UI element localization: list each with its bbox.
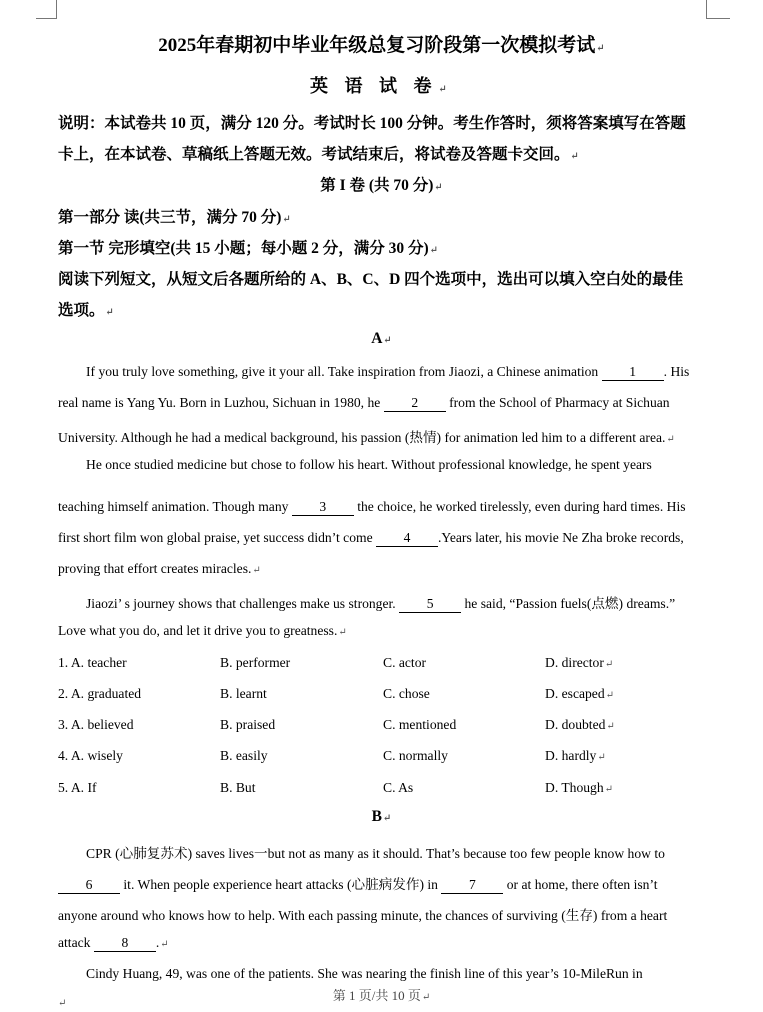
option-5d: D. Though↵ xyxy=(545,780,614,795)
passage-b-line-5: Cindy Huang, 49, was one of the patients. She was nearing the finish line of this year’s 10-MileRun in xyxy=(86,966,643,981)
option-5a: 5. A. If xyxy=(58,780,97,795)
option-4c: C. normally xyxy=(383,748,448,763)
blank-8: 8 xyxy=(94,936,156,952)
volume-heading: 第 I 卷 (共 70 分)↵ xyxy=(320,177,443,194)
blank-1: 1 xyxy=(602,365,664,381)
trailing-return-mark: ↵ xyxy=(58,998,67,1009)
blank-7: 7 xyxy=(441,878,503,894)
option-3b: B. praised xyxy=(220,717,276,732)
crop-mark-left xyxy=(56,0,57,18)
option-2d: D. escaped↵ xyxy=(545,686,615,701)
passage-a-line-1: If you truly love something, give it your all. Take inspiration from Jiaozi, a Chinese animation 1 . His xyxy=(86,364,690,379)
passage-b-label: B↵ xyxy=(371,808,392,825)
crop-mark-left-h xyxy=(36,18,57,19)
blank-5: 5 xyxy=(399,597,461,613)
passage-b-line-4: attack 8 .↵ xyxy=(58,935,169,950)
blank-3: 3 xyxy=(292,500,354,516)
option-2a: 2. A. graduated xyxy=(58,686,142,701)
passage-a-line-2: real name is Yang Yu. Born in Luzhou, Sichuan in 1980, he 2 from the School of Pharmacy at Sichuan xyxy=(58,395,670,410)
crop-mark-right xyxy=(706,0,707,18)
option-4b: B. easily xyxy=(220,748,268,763)
passage-a-line-6: first short film won global praise, yet success didn’t come 4 .Years later, his movie Ne Zha broke records, xyxy=(58,530,684,545)
directions-line-2: 选项。↵ xyxy=(58,302,114,319)
option-1c: C. actor xyxy=(383,655,427,670)
passage-a-line-5: teaching himself animation. Though many 3 the choice, he worked tirelessly, even during hard times. His xyxy=(58,499,686,514)
passage-b-line-3: anyone around who knows how to help. With each passing minute, the chances of surviving (生存) from a heart xyxy=(58,908,668,923)
option-5b: B. But xyxy=(220,780,256,795)
option-3a: 3. A. believed xyxy=(58,717,134,732)
directions-line-1: 阅读下列短文，从短文后各题所给的 A、B、C、D 四个选项中，选出可以填入空白处的最佳 xyxy=(58,271,684,288)
passage-a-line-7: proving that effort creates miracles.↵ xyxy=(58,561,261,576)
passage-a-label: A↵ xyxy=(371,330,392,347)
option-1a: 1. A. teacher xyxy=(58,655,127,670)
option-1b: B. performer xyxy=(220,655,291,670)
blank-6: 6 xyxy=(58,878,120,894)
notice-line-1: 说明：本试卷共 10 页，满分 120 分。考试时长 100 分钟。考生作答时，须将答案填写在答题 xyxy=(58,115,686,132)
passage-a-line-3: University. Although he had a medical background, his passion (热情) for animation led him to a different area.↵ xyxy=(58,430,675,445)
blank-2: 2 xyxy=(384,396,446,412)
part-heading: 第一部分 读(共三节，满分 70 分)↵ xyxy=(58,209,291,226)
option-4d: D. hardly↵ xyxy=(545,748,606,763)
option-3d: D. doubted↵ xyxy=(545,717,615,732)
option-1d: D. director↵ xyxy=(545,655,614,670)
passage-b-line-2: 6 it. When people experience heart attacks (心脏病发作) in 7 or at home, there often isn’t xyxy=(58,873,658,894)
option-5c: C. As xyxy=(383,780,414,795)
passage-a-line-8: Jiaozi’ s journey shows that challenges make us stronger. 5 he said, “Passion fuels(点燃) dreams.” xyxy=(86,596,676,611)
option-2c: C. chose xyxy=(383,686,430,701)
passage-b-line-1: CPR (心肺复苏术) saves lives一but not as many as it should. That’s because too few people know how to xyxy=(86,846,665,861)
option-4a: 4. A. wisely xyxy=(58,748,123,763)
passage-a-line-9: Love what you do, and let it drive you to greatness.↵ xyxy=(58,623,347,638)
exam-subtitle: 英 语 试 卷↵ xyxy=(310,76,453,96)
page-footer: 第 1 页/共 10 页↵ xyxy=(332,988,431,1003)
notice-line-2: 卡上，在本试卷、草稿纸上答题无效。考试结束后，将试卷及答题卡交回。↵ xyxy=(58,146,579,163)
blank-4: 4 xyxy=(376,531,438,547)
option-3c: C. mentioned xyxy=(383,717,457,732)
exam-title: 2025年春期初中毕业年级总复习阶段第一次模拟考试↵ xyxy=(158,35,605,56)
section-heading: 第一节 完形填空(共 15 小题；每小题 2 分，满分 30 分)↵ xyxy=(58,240,439,257)
passage-a-line-4: He once studied medicine but chose to follow his heart. Without professional knowledge, he spent years xyxy=(86,457,652,472)
crop-mark-right-h xyxy=(706,18,730,19)
option-2b: B. learnt xyxy=(220,686,267,701)
